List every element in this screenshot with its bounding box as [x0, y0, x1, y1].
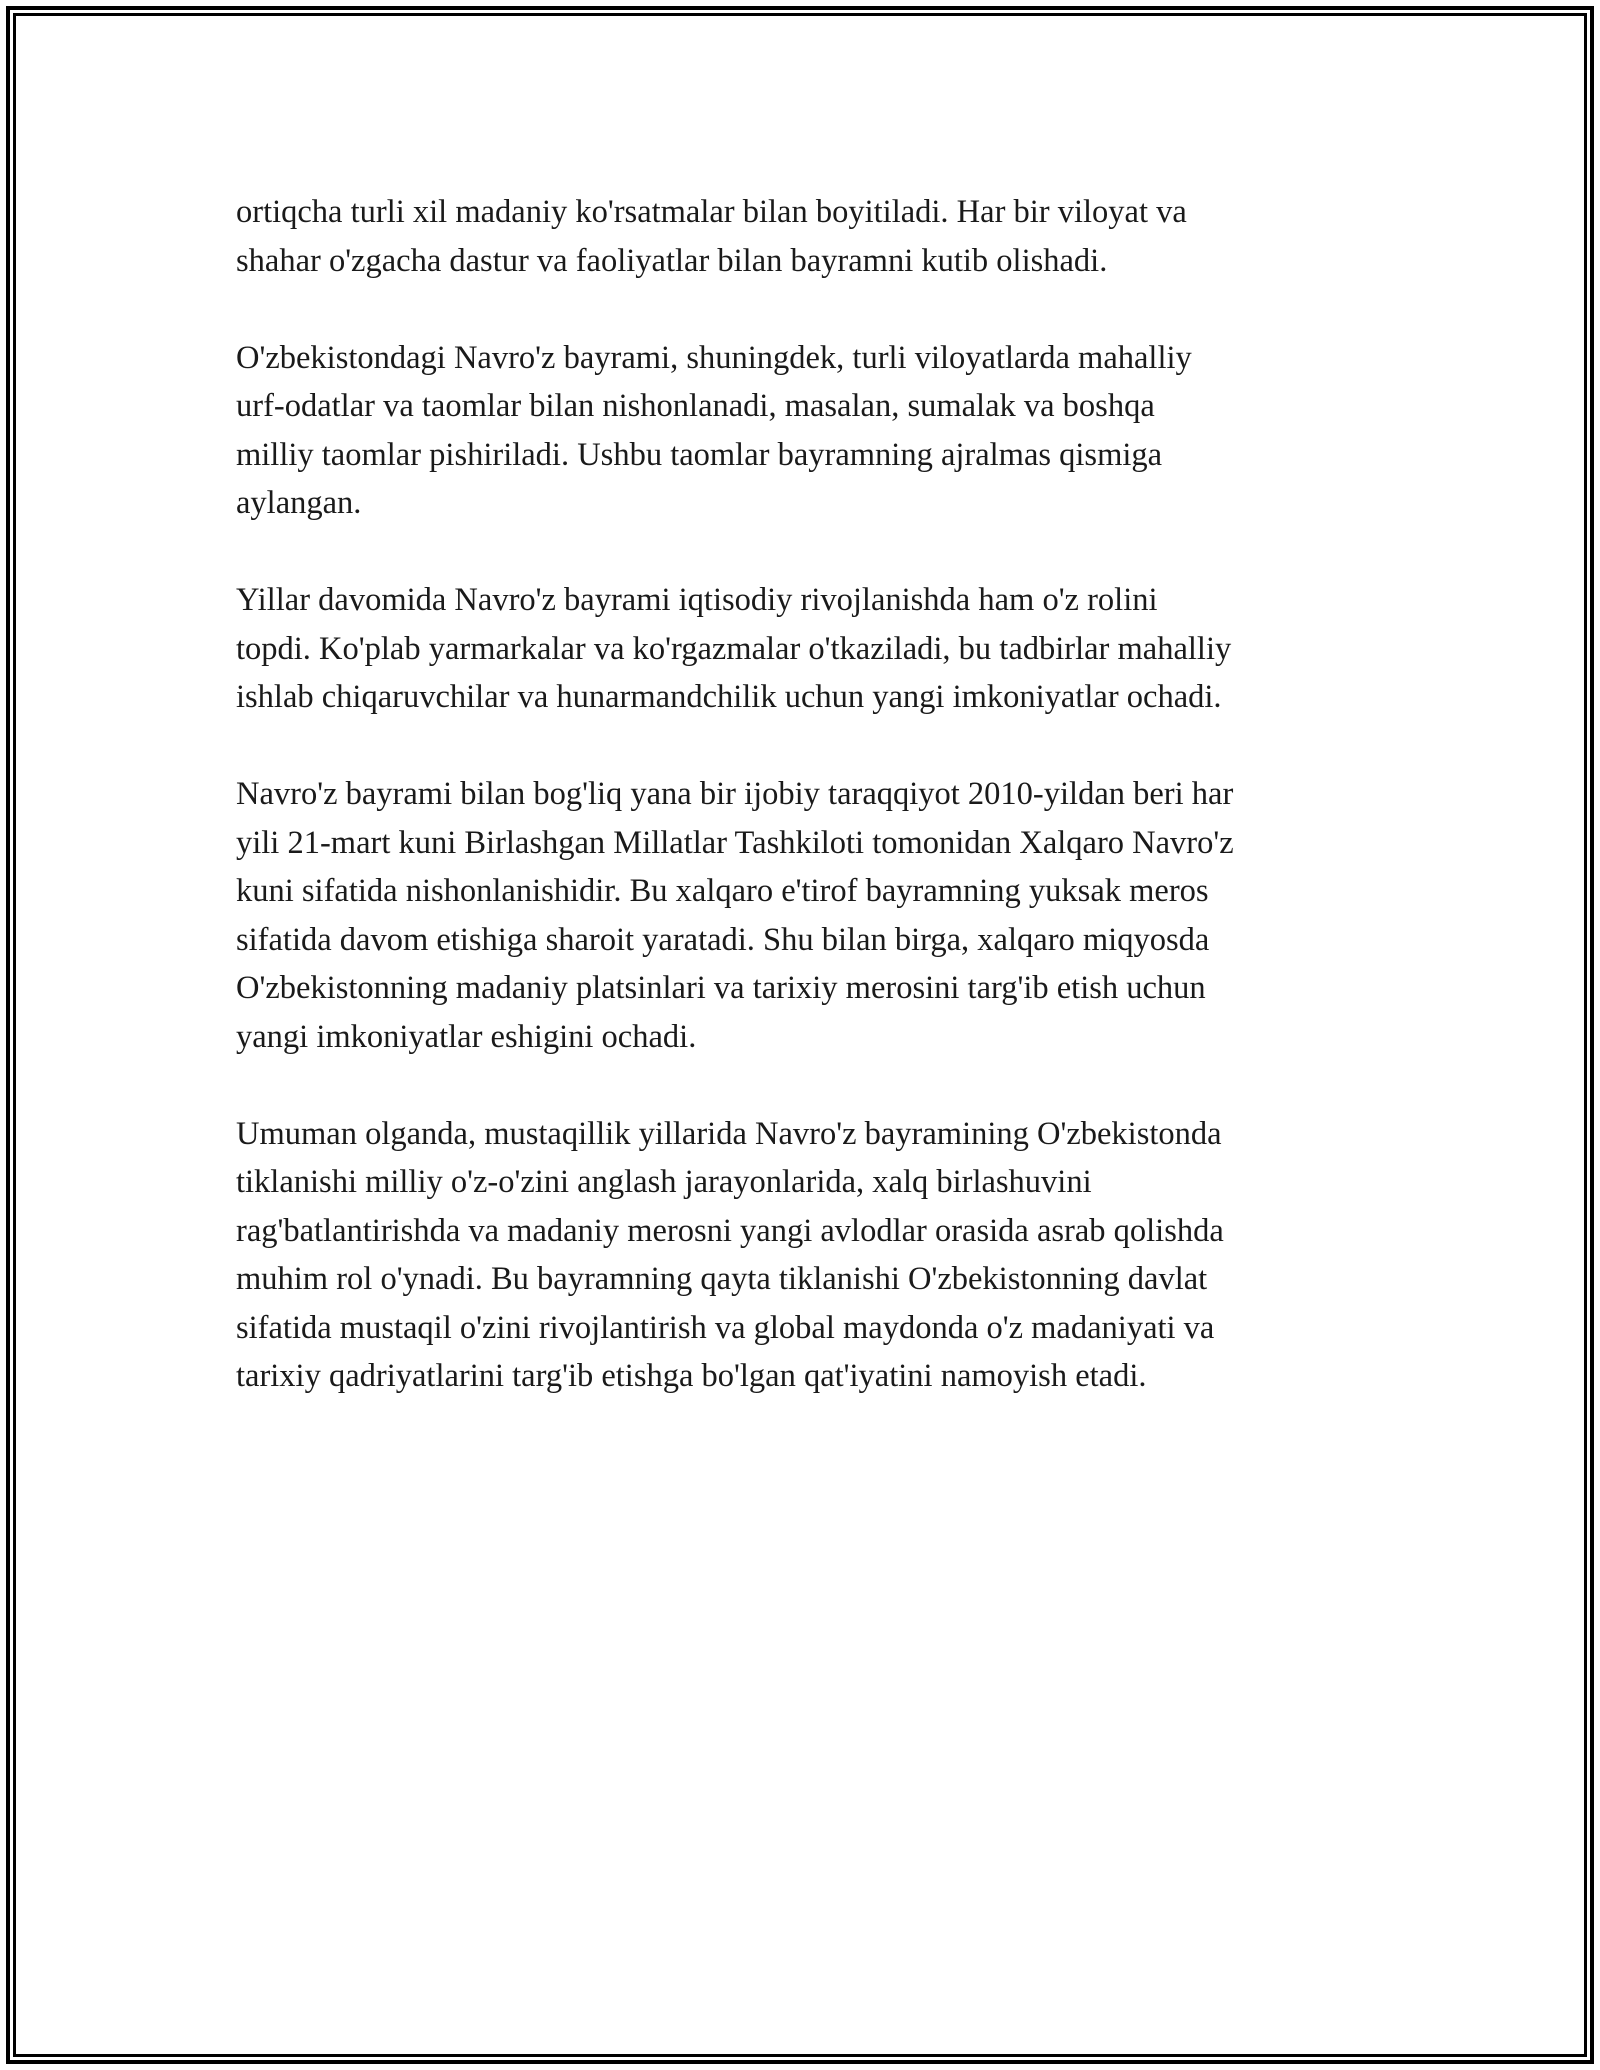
text-line: Navro'z bayrami bilan bog'liq yana bir ijobiy taraqqiyot 2010-yildan beri har [236, 776, 1234, 812]
paragraph-4 [236, 770, 1386, 1061]
text-line: yangi imkoniyatlar eshigini ochadi. [236, 1018, 697, 1055]
paragraph-3 [236, 576, 1386, 722]
text-line: rag'batlantirishda va madaniy merosni yangi avlodlar orasida asrab qolishda [236, 1212, 1224, 1249]
text-line: tarixiy qadriyatlarini targ'ib etishga bo'lgan qat'iyatini namoyish etadi. [236, 1358, 1147, 1394]
text-line: tiklanishi milliy o'z-o'zini anglash jarayonlarida, xalq birlashuvini [236, 1164, 1092, 1200]
text-line: kuni sifatida nishonlanishidir. Bu xalqaro e'tirof bayramning yuksak meros [236, 873, 1209, 909]
text-line: ishlab chiqaruvchilar va hunarmandchilik uchun yangi imkoniyatlar ochadi. [236, 679, 1222, 715]
text-line: milliy taomlar pishiriladi. Ushbu taomlar bayramning ajralmas qismiga [236, 436, 1163, 473]
text-line: Umuman olganda, mustaqillik yillarida Navro'z bayramining O'zbekistonda [236, 1115, 1222, 1152]
text-line: aylangan. [236, 485, 362, 521]
text-line: O'zbekistonning madaniy platsinlari va tarixiy merosini targ'ib etish uchun [236, 970, 1206, 1006]
text-line: Yillar davomida Navro'z bayrami iqtisodiy rivojlanishda ham o'z rolini [236, 582, 1158, 618]
text-line: topdi. Ko'plab yarmarkalar va ko'rgazmalar o'tkaziladi, bu tadbirlar mahalliy [236, 630, 1232, 667]
text-line: shahar o'zgacha dastur va faoliyatlar bilan bayramni kutib olishadi. [236, 242, 1108, 279]
paragraph-2 [236, 334, 1386, 528]
text-line: urf-odatlar va taomlar bilan nishonlanadi, masalan, sumalak va boshqa [236, 388, 1155, 424]
text-line: sifatida davom etishiga sharoit yaratadi. Shu bilan birga, xalqaro miqyosda [236, 921, 1210, 958]
text-line: muhim rol o'ynadi. Bu bayramning qayta tiklanishi O'zbekistonning davlat [236, 1261, 1208, 1297]
text-line: sifatida mustaqil o'zini rivojlantirish va global maydonda o'z madaniyati va [236, 1309, 1215, 1346]
text-line: yili 21-mart kuni Birlashgan Millatlar Tashkiloti tomonidan Xalqaro Navro'z [236, 824, 1234, 861]
text-line: ortiqcha turli xil madaniy ko'rsatmalar bilan boyitiladi. Har bir viloyat va [236, 194, 1187, 230]
document-body [236, 188, 1386, 1449]
paragraph-1 [236, 188, 1386, 285]
paragraph-5 [236, 1110, 1386, 1401]
text-line: O'zbekistondagi Navro'z bayrami, shuningdek, turli viloyatlarda mahalliy [236, 339, 1192, 376]
